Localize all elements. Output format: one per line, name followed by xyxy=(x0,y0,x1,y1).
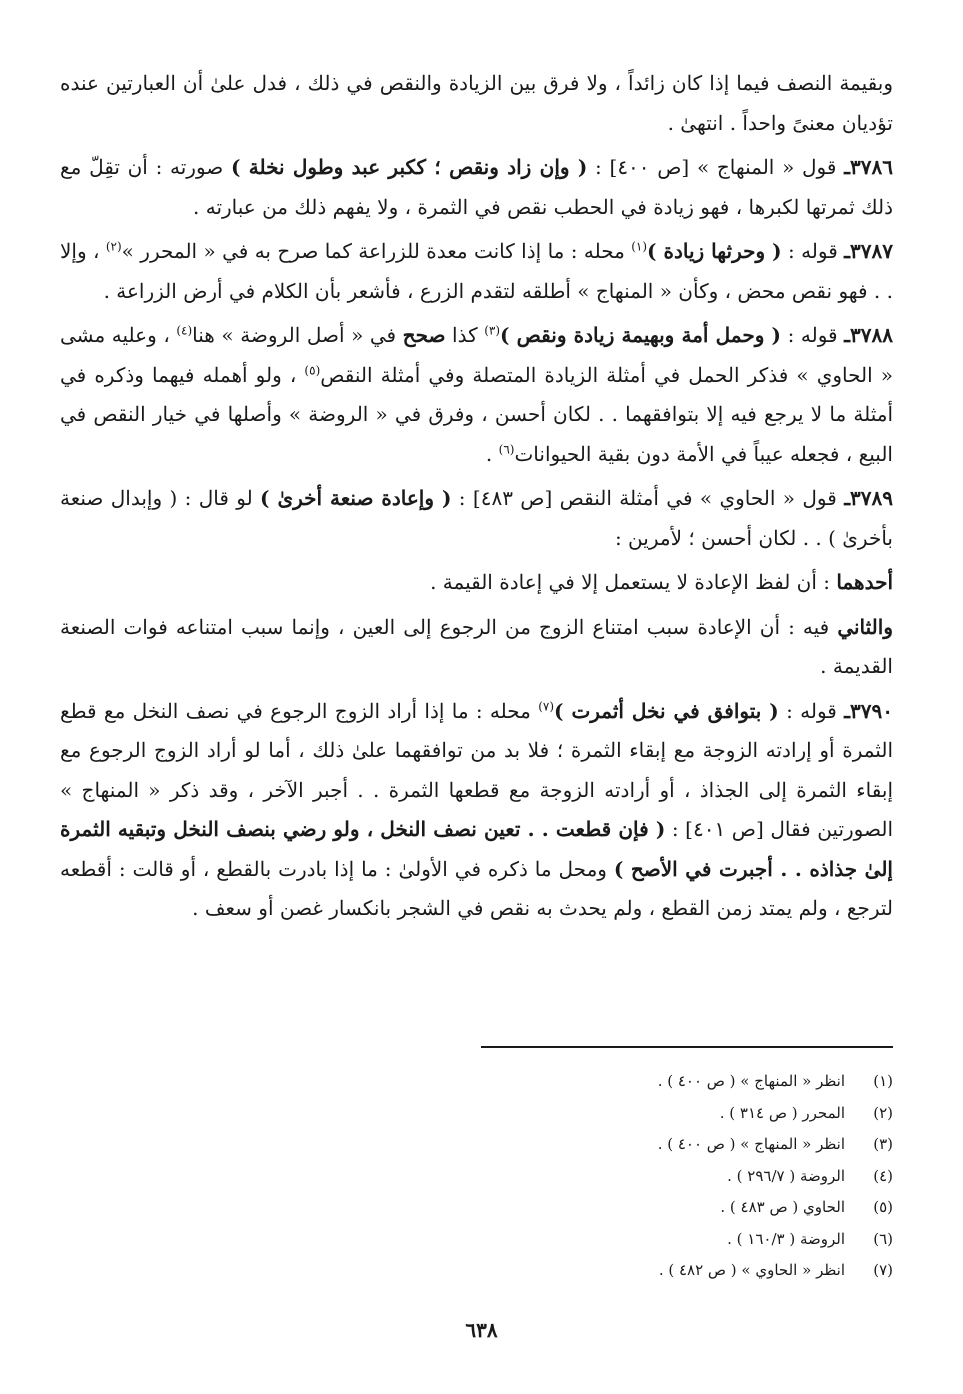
bold-text: ( وحمل أمة وبهيمة زيادة ونقص ) xyxy=(500,323,782,347)
footnote xyxy=(373,1129,893,1161)
footnote-number: (٥) xyxy=(873,1198,893,1216)
bold-text: أحدهما xyxy=(836,570,893,594)
bold-text: ٣٧٨٦ـ xyxy=(844,155,893,179)
paragraph xyxy=(60,563,893,603)
footnote-text: المحرر ( ص ٣١٤ ) . xyxy=(719,1103,845,1122)
footnote-number: (٤) xyxy=(873,1166,893,1185)
bold-text: ٣٧٨٩ـ xyxy=(844,486,894,510)
bold-text: ( وحرثها زيادة ) xyxy=(647,239,782,263)
bold-text: ٣٧٨٨ـ xyxy=(844,323,893,347)
text-run: قوله : xyxy=(781,239,845,263)
paragraph xyxy=(60,608,893,687)
footnote-text: الروضة ( ١٦٠/٣ ) . xyxy=(727,1229,845,1248)
text-run: ، وإلا . . فهو نقص محض ، وكأن « المنهاج » أطلقه لتقدم الزرع ، فأشعر بأن الكلام في أرض الزراعة . xyxy=(60,239,893,303)
paragraph xyxy=(60,148,893,227)
footnote xyxy=(373,1098,893,1130)
bold-text: صحح xyxy=(402,323,446,347)
bold-text: ( بتوافق في نخل أثمرت ) xyxy=(554,698,779,723)
footnote-text: الحاوي ( ص ٤٨٣ ) . xyxy=(720,1198,845,1216)
main-text xyxy=(60,64,893,934)
footnote-text: انظر « المنهاج » ( ص ٤٠٠ ) . xyxy=(657,1072,845,1090)
footnote-number: (٧) xyxy=(873,1261,893,1279)
text-run: قوله : xyxy=(778,698,845,723)
text-run: : أن لفظ الإعادة لا يستعمل إلا في إعادة القيمة . xyxy=(430,570,837,594)
paragraph xyxy=(60,232,893,311)
footnote-number: (١) xyxy=(873,1072,893,1090)
text-run: كذا xyxy=(445,323,485,347)
text-run: . xyxy=(485,441,499,466)
text-run: ومحل ما ذكره في الأولىٰ : ما إذا بادرت بالقطع ، أو قالت : أقطعه لترجع ، ولم يمتد زمن القطع ، ولم يحدث به نقص في الشجر بانكسار غصن أو سعف . xyxy=(60,856,893,920)
footnote-ref: (٧) xyxy=(538,698,555,713)
footnote-ref: (٣) xyxy=(484,323,501,338)
footnote-divider xyxy=(481,1046,893,1048)
text-run: قوله : xyxy=(781,323,845,347)
paragraph xyxy=(60,479,893,558)
footnote-number: (٣) xyxy=(873,1135,893,1153)
bold-text: ( فإن قطعت . . تعين نصف النخل ، ولو رضي بنصف النخل وتبقيه الثمرة إلىٰ جذاذه . . أجبرت في الأصح ) xyxy=(60,817,893,881)
text-run: ، وعليه مشى « الحاوي » فذكر الحمل في أمثلة الزيادة المتصلة وفي أمثلة النقص xyxy=(60,323,893,387)
footnote xyxy=(373,1224,893,1256)
text-run: لو قال : ( وإبدال صنعة بأخرىٰ ) . . لكان أحسن ؛ لأمرين : xyxy=(60,486,893,550)
footnote xyxy=(373,1066,893,1098)
footnote-text: الروضة ( ٢٩٦/٧ ) . xyxy=(727,1166,845,1185)
footnote-text: انظر « الحاوي » ( ص ٤٨٢ ) . xyxy=(658,1261,845,1279)
footnote xyxy=(373,1161,893,1193)
footnote-number: (٦) xyxy=(873,1229,893,1248)
text-run: محله : ما إذا أراد الزوج الرجوع في نصف النخل مع قطع الثمرة أو إرادته الزوجة مع إبقاء الثمرة ؛ فلا بد من توافقهما علىٰ ذلك ، أما لو أراد الزوج الرجوع مع إبقاء الثمرة إلى الجذاذ ، أو أرادته الزوجة مع قطعها الثمرة . . أجبر الآخر ، وقد ذكر « المنهاج » الصورتين فقال [ص ٤٠١] : xyxy=(60,698,894,841)
footnote xyxy=(373,1192,893,1224)
footnotes xyxy=(373,1066,893,1287)
footnote-ref: (٤) xyxy=(176,323,193,338)
bold-text: ( وإعادة صنعة أخرىٰ ) xyxy=(260,486,452,510)
text-run: فيه : أن الإعادة سبب امتناع الزوج من الرجوع إلى العين ، وإنما سبب امتناعه فوات الصنعة القديمة . xyxy=(60,614,893,678)
footnote-ref: (٢) xyxy=(105,239,122,254)
paragraph xyxy=(60,64,893,143)
bold-text: ( وإن زاد ونقص ؛ ككبر عبد وطول نخلة ) xyxy=(230,155,588,179)
text-run: قول « المنهاج » [ص ٤٠٠] : xyxy=(587,155,845,179)
footnote-ref: (٥) xyxy=(304,362,321,377)
paragraph xyxy=(60,692,893,929)
bold-text: والثاني xyxy=(837,614,893,639)
footnote-ref: (١) xyxy=(631,239,648,254)
text-run: قول « الحاوي » في أمثلة النقص [ص ٤٨٣] : xyxy=(451,486,845,510)
text-run: ، ولو أهمله فيهما وذكره في أمثلة ما لا يرجع فيه إلا بتوافقهما . . لكان أحسن ، وفرق في « الروضة » وأصلها في خيار النقص في البيع ، فجعله عيباً في الأمة دون بقية الحيوانات xyxy=(60,362,893,466)
text-run: وبقيمة النصف فيما إذا كان زائداً ، ولا فرق بين الزيادة والنقص في ذلك ، فدل علىٰ أن العبارتين عنده تؤديان معنىً واحداً . انتهىٰ . xyxy=(60,71,893,135)
footnote xyxy=(373,1255,893,1287)
paragraph xyxy=(60,316,893,474)
footnote-number: (٢) xyxy=(873,1103,893,1122)
footnote-text: انظر « المنهاج » ( ص ٤٠٠ ) . xyxy=(657,1135,845,1153)
page-number: ٦٣٨ xyxy=(465,1318,498,1342)
bold-text: ٣٧٨٧ـ xyxy=(844,239,893,263)
text-run: محله : ما إذا كانت معدة للزراعة كما صرح به في « المحرر » xyxy=(121,239,632,263)
bold-text: ٣٧٩٠ـ xyxy=(844,698,893,723)
footnote-ref: (٦) xyxy=(498,441,515,456)
text-run: صورته : أن تقِلّ مع ذلك ثمرتها لكبرها ، فهو زيادة في الحطب نقص في الثمرة ، ولا يفهم ذلك من عبارته . xyxy=(60,155,893,219)
text-run: في « أصل الروضة » هنا xyxy=(192,323,403,347)
